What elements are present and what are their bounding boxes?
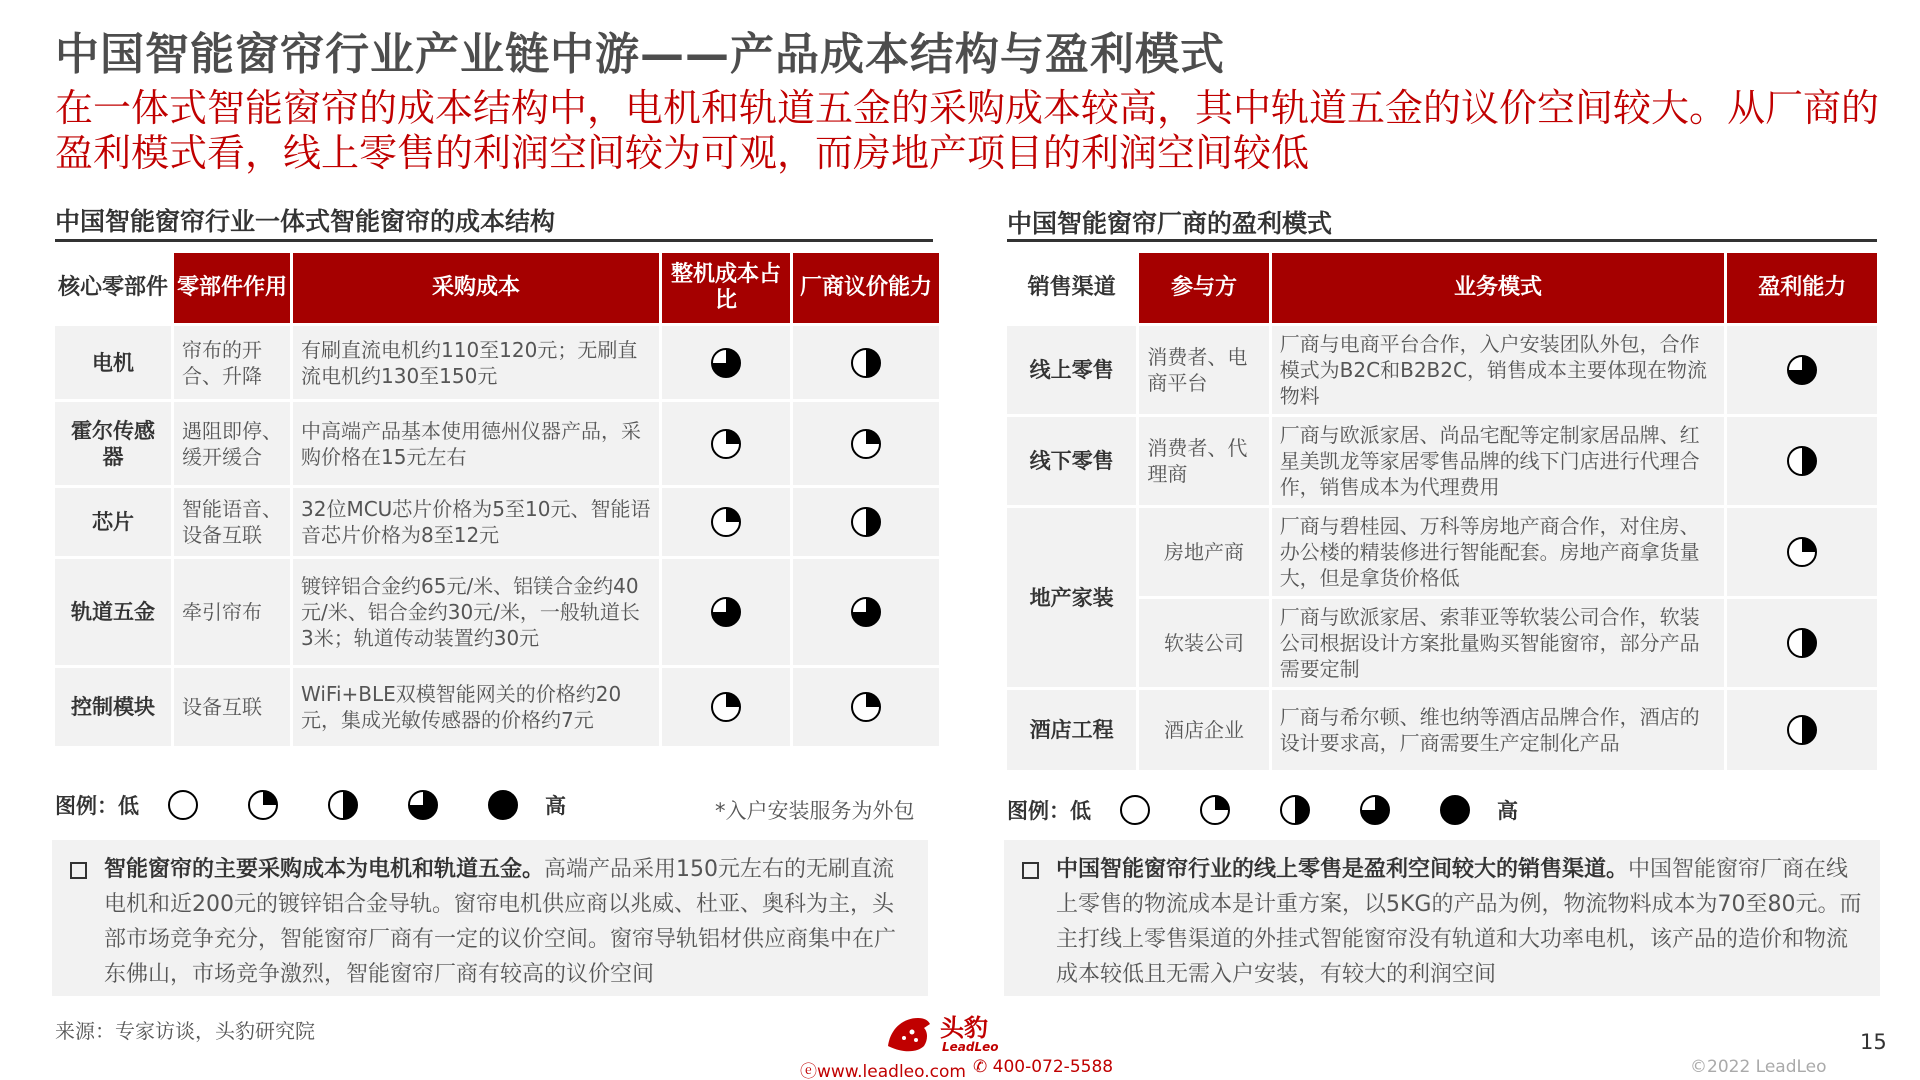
left-section-rule [55,239,933,242]
harvey-ball-icon [710,506,742,538]
row-model: 厂商与电商平台合作，入户安装团队外包，合作模式为B2C和B2B2C，销售成本主要体现在物流物料 [1272,326,1725,414]
table-row [1007,599,1877,687]
row-component: 控制模块 [55,668,171,746]
harvey-ball-icon [710,347,742,379]
row-cost: 镀锌铝合金约65元/米、铝镁合金约40元/米、铝合金约30元/米，一般轨道长3米；轨道传动装置约30元 [293,559,659,665]
legend-high: 高 [1497,799,1518,823]
legend-high: 高 [545,794,566,818]
right-section-rule [1007,239,1877,242]
harvey-ball-icon [850,596,882,628]
left-section-title: 中国智能窗帘行业一体式智能窗帘的成本结构 [55,207,556,236]
right-section-title: 中国智能窗帘厂商的盈利模式 [1007,209,1333,238]
website-link[interactable]: ⓔwww.leadleo.com [800,1062,966,1080]
harvey-ball-icon [1119,794,1151,826]
row-cost: WiFi+BLE双模智能网关的价格约20元，集成光敏传感器的价格约7元 [293,668,659,746]
harvey-ball-icon [1786,354,1818,386]
header-model: 业务模式 [1272,253,1725,323]
row-party: 消费者、电商平台 [1139,326,1268,414]
row-party: 消费者、代理商 [1139,417,1268,505]
harvey-ball-icon [327,789,359,821]
row-model: 厂商与欧派家居、索菲亚等软装公司合作，软装公司根据设计方案批量购买智能窗帘，部分产品需要定制 [1272,599,1725,687]
footnote: *入户安装服务为外包 [715,799,915,823]
header-share: 整机成本占比 [662,253,790,323]
left-legend [55,787,566,823]
harvey-ball-icon [1439,794,1471,826]
harvey-ball-icon [487,789,519,821]
table-row [1007,690,1877,770]
table-row [1007,508,1877,596]
harvey-ball-icon [407,789,439,821]
row-function: 遇阻即停、缓开缓合 [174,402,290,485]
header-profit: 盈利能力 [1727,253,1877,323]
channel-hotel: 酒店工程 [1007,690,1136,770]
harvey-ball-icon [710,428,742,460]
channel-online: 线上零售 [1007,326,1136,414]
right-summary [1004,840,1880,996]
harvey-ball-icon [850,691,882,723]
row-function: 帘布的开合、升降 [174,326,290,399]
harvey-ball-icon [850,428,882,460]
page-number: 15 [1860,1030,1887,1054]
row-cost: 中高端产品基本使用德州仪器产品，采购价格在15元左右 [293,402,659,485]
logo-en-text: LeadLeo [942,1040,999,1054]
table-row [55,668,939,746]
left-summary [52,840,928,996]
row-party: 房地产商 [1139,508,1268,596]
harvey-ball-icon [1199,794,1231,826]
table-row [55,559,939,665]
table-row [1007,326,1877,414]
page-title: 中国智能窗帘行业产业链中游——产品成本结构与盈利模式 [55,29,1225,80]
phone-number: ✆ 400-072-5588 [973,1057,1114,1077]
harvey-ball-icon [247,789,279,821]
legend-label: 图例：低 [55,794,139,818]
header-channel: 销售渠道 [1007,253,1136,323]
web-icon: ⓔ [800,1062,817,1080]
summary-bold: 智能窗帘的主要采购成本为电机和轨道五金。 [104,857,545,882]
table-row [55,488,939,556]
checkbox-bullet-icon [1022,862,1039,879]
row-component: 芯片 [55,488,171,556]
harvey-ball-icon [850,347,882,379]
header-function: 零部件作用 [174,253,290,323]
row-function: 设备互联 [174,668,290,746]
profit-model-table [1004,250,1880,773]
right-legend [1007,792,1518,828]
source-note: 来源：专家访谈，头豹研究院 [55,1019,315,1043]
harvey-ball-icon [850,506,882,538]
row-function: 智能语音、设备互联 [174,488,290,556]
copyright: ©2022 LeadLeo [1690,1057,1827,1077]
row-function: 牵引帘布 [174,559,290,665]
harvey-ball-icon [710,596,742,628]
row-party: 软装公司 [1139,599,1268,687]
page-subtitle: 在一体式智能窗帘的成本结构中，电机和轨道五金的采购成本较高，其中轨道五金的议价空间较大。从厂商的盈利模式看，线上零售的利润空间较为可观，而房地产项目的利润空间较低 [55,86,1880,175]
logo-cn-text: 头豹 [940,1014,988,1042]
header-party: 参与方 [1139,253,1268,323]
checkbox-bullet-icon [70,862,87,879]
harvey-ball-icon [1279,794,1311,826]
row-component: 霍尔传感器 [55,402,171,485]
header-bargain: 厂商议价能力 [793,253,939,323]
row-model: 厂商与碧桂园、万科等房地产商合作，对住房、办公楼的精装修进行智能配套。房地产商拿货量大，但是拿货价格低 [1272,508,1725,596]
harvey-ball-icon [167,789,199,821]
header-cost: 采购成本 [293,253,659,323]
harvey-ball-icon [1786,627,1818,659]
row-cost: 有刷直流电机约110至120元；无刷直流电机约130至150元 [293,326,659,399]
leadleo-logo [884,1008,1014,1060]
legend-label: 图例：低 [1007,799,1091,823]
channel-realestate: 地产家装 [1007,508,1136,687]
channel-offline: 线下零售 [1007,417,1136,505]
table-row [55,326,939,399]
harvey-ball-icon [1786,714,1818,746]
harvey-ball-icon [710,691,742,723]
summary-text: 高端产品采用150元左右的无刷直流电机和近200元的镀锌铝合金导轨。窗帘电机供应商以兆威、杜亚、奥科为主，头部市场竞争充分，智能窗帘厂商有一定的议价空间。窗帘导轨铝材供应商集中在广东佛山，市场竞争激烈，智能窗帘厂商有较高的议价空间 [104,857,897,987]
table-row [55,402,939,485]
summary-text: 中国智能窗帘厂商在线上零售的物流成本是计重方案，以5KG的产品为例，物流物料成本为70至80元。而主打线上零售渠道的外挂式智能窗帘没有轨道和大功率电机，该产品的造价和物流成本较低且无需入户安装，有较大的利润空间 [1056,857,1862,987]
row-model: 厂商与欧派家居、尚品宅配等定制家居品牌、红星美凯龙等家居零售品牌的线下门店进行代理合作，销售成本为代理费用 [1272,417,1725,505]
harvey-ball-icon [1786,536,1818,568]
header-component: 核心零部件 [55,253,171,323]
row-component: 轨道五金 [55,559,171,665]
cost-structure-table [52,250,942,749]
row-party: 酒店企业 [1139,690,1268,770]
row-cost: 32位MCU芯片价格为5至10元、智能语音芯片价格为8至12元 [293,488,659,556]
harvey-ball-icon [1359,794,1391,826]
phone-icon: ✆ [973,1057,993,1077]
row-model: 厂商与希尔顿、维也纳等酒店品牌合作，酒店的设计要求高，厂商需要生产定制化产品 [1272,690,1725,770]
table-row [1007,417,1877,505]
summary-bold: 中国智能窗帘行业的线上零售是盈利空间较大的销售渠道。 [1056,857,1629,882]
harvey-ball-icon [1786,445,1818,477]
row-component: 电机 [55,326,171,399]
